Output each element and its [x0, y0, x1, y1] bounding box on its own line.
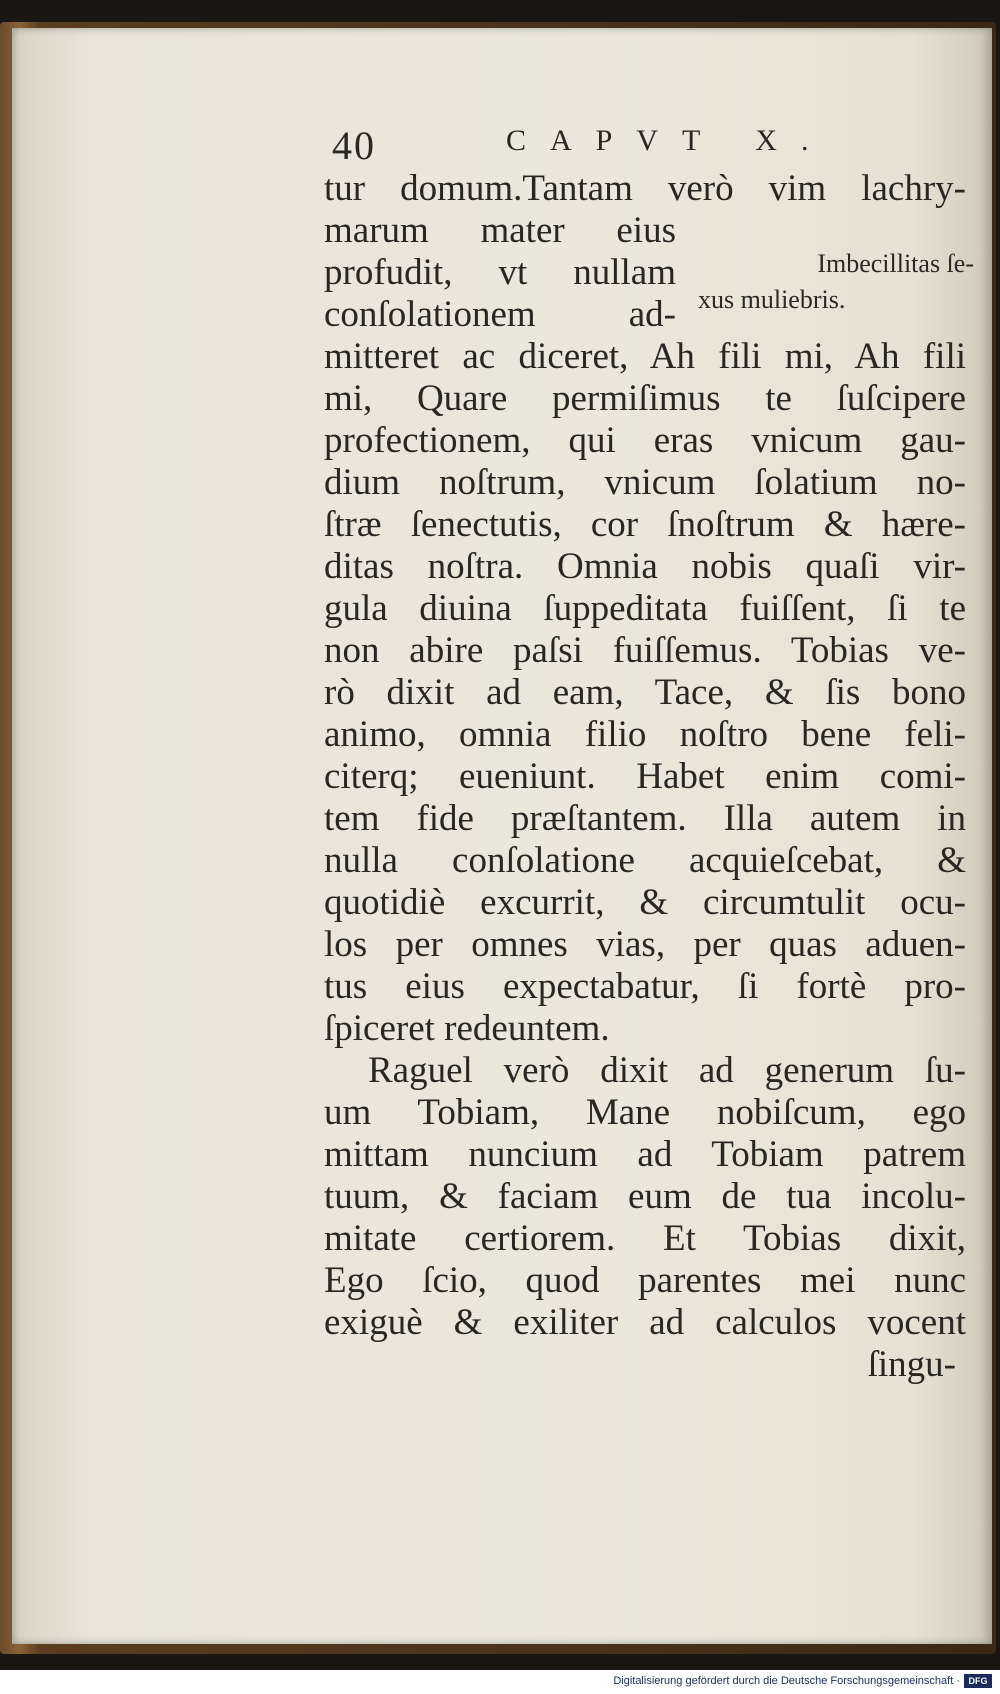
text-line-content: los per omnes vias, per quas aduen-: [324, 924, 966, 965]
text-line: [324, 1176, 966, 1218]
text-line: [324, 588, 966, 630]
text-line-content: profectionem, qui eras vnicum gau-: [324, 420, 966, 461]
text-line-content: mi, Quare permiſimus te ſuſcipere: [324, 378, 966, 419]
text-line-content: gula diuina ſuppeditata fuiſſent, ſi te: [324, 588, 966, 629]
running-header: [324, 110, 966, 168]
text-line-content: non abire paſsi fuiſſemus. Tobias ve-: [324, 630, 966, 671]
text-line-content: mitate certiorem. Et Tobias dixit,: [324, 1218, 966, 1259]
text-line: [324, 840, 966, 882]
text-line: [324, 168, 966, 210]
text-line: [324, 420, 966, 462]
text-line-content: animo, omnia filio noſtro bene feli-: [324, 714, 966, 755]
text-line: [324, 210, 676, 252]
text-line: [324, 798, 966, 840]
marginal-note: [698, 246, 974, 318]
text-line-content: tur domum.Tantam verò vim lachry-: [324, 168, 966, 209]
text-line-content: marum mater eius: [324, 210, 676, 251]
text-line-content: mittam nuncium ad Tobiam patrem: [324, 1134, 966, 1175]
text-line: [324, 378, 966, 420]
paragraph-2: [324, 1050, 966, 1344]
text-line: [324, 546, 966, 588]
text-line-content: ditas noſtra. Omnia nobis quaſi vir-: [324, 546, 966, 587]
text-line-content: conſolationem ad-: [324, 294, 676, 335]
text-line-content: tuum, & faciam eum de tua incolu-: [324, 1176, 966, 1217]
text-line-content: citerq; eueniunt. Habet enim comi-: [324, 756, 966, 797]
marginal-note-line: Imbecillitas ſe-: [817, 249, 974, 278]
text-line-content: tus eius expectabatur, ſi fortè pro-: [324, 966, 966, 1007]
footer-bar: [0, 1670, 1000, 1694]
text-line-content: ſpiceret redeuntem.: [324, 1008, 610, 1049]
dfg-logo: DFG: [964, 1674, 992, 1688]
text-line-content: Raguel verò dixit ad generum ſu-: [368, 1050, 966, 1091]
text-line-content: um Tobiam, Mane nobiſcum, ego: [324, 1092, 966, 1133]
text-line: [324, 924, 966, 966]
text-line-content: rò dixit ad eam, Tace, & ſis bono: [324, 672, 966, 713]
page-number: 40: [332, 123, 376, 168]
text-line: [324, 756, 966, 798]
text-line-content: dium noſtrum, vnicum ſolatium no-: [324, 462, 966, 503]
text-line: [324, 504, 966, 546]
text-line: [324, 294, 676, 336]
text-line-content: Ego ſcio, quod parentes mei nunc: [324, 1260, 966, 1301]
text-line: [324, 252, 676, 294]
text-line: [324, 966, 966, 1008]
marginal-note-line: xus muliebris.: [698, 285, 846, 314]
text-line: [324, 1092, 966, 1134]
footer-credit: Digitalisierung gefördert durch die Deutsche Forschungsgemeinschaft ·: [613, 1675, 960, 1687]
text-line: [324, 336, 966, 378]
text-line-content: tem fide præſtantem. Illa autem in: [324, 798, 966, 839]
text-line: [324, 882, 966, 924]
text-line-content: exiguè & exiliter ad calculos vocent: [324, 1302, 966, 1343]
text-line-content: profudit, vt nullam: [324, 252, 676, 293]
text-line: [324, 630, 966, 672]
paragraph-1: [324, 336, 966, 1050]
text-line: [324, 1050, 966, 1092]
catchword: [324, 1344, 966, 1386]
text-line: [324, 1008, 966, 1050]
text-line: [324, 462, 966, 504]
text-line-content: mitteret ac diceret, Ah fili mi, Ah fili: [324, 336, 966, 377]
text-line: [324, 672, 966, 714]
book-page: [12, 28, 992, 1644]
text-line: [324, 1134, 966, 1176]
text-line-content: ſtræ ſenectutis, cor ſnoſtrum & hære-: [324, 504, 966, 545]
text-line-content: nulla conſolatione acquieſcebat, &: [324, 840, 966, 881]
text-line: [324, 1260, 966, 1302]
text-block: [324, 110, 974, 1386]
text-line: [324, 1218, 966, 1260]
text-line-content: quotidiè excurrit, & circumtulit ocu-: [324, 882, 966, 923]
running-title: CAPVT X.: [506, 124, 833, 157]
text-line: [324, 1302, 966, 1344]
catchword-text: ſingu-: [867, 1344, 956, 1385]
text-line: [324, 714, 966, 756]
